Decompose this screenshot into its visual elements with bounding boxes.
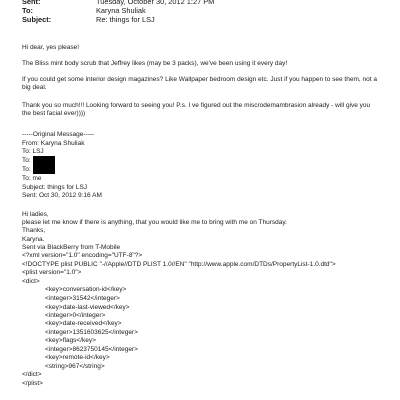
redaction-box <box>33 156 55 165</box>
plist-close-tag: </plist> <box>22 380 43 387</box>
reply-paragraph-1: The Bliss mint body scrub that Jeffrey likes (may be 3 packs), we've been using it every day! <box>22 60 288 67</box>
subject-value: Re: things for LSJ <box>96 15 155 24</box>
subject-label: Subject: <box>22 15 52 24</box>
original-sent: Sent: Oct 30, 2012 9:16 AM <box>22 192 102 199</box>
original-body-3: Thanks, <box>22 227 46 234</box>
plist-entry: <key>date-last-viewed</key> <box>45 304 130 311</box>
plist-dict-close: </dict> <box>22 371 42 378</box>
plist-entry: <key>conversation-id</key> <box>45 286 127 293</box>
plist-entry: <integer>1351603625</integer> <box>45 329 138 336</box>
reply-paragraph-3: Thank you so much!!! Looking forward to seeing you! P.s. I ve figured out the miscrodemambrasion already - will give you the best facial ever)))) <box>22 102 371 117</box>
plist-entry: <key>flags</key> <box>45 337 96 344</box>
plist-entry: <key>date-received</key> <box>45 320 122 327</box>
to-label: To: <box>22 6 33 15</box>
plist-entry: <integer>0</integer> <box>45 312 106 319</box>
original-subject: Subject: things for LSJ <box>22 184 88 191</box>
original-body-5: Sent via BlackBerry from T-Mobile <box>22 244 121 251</box>
plist-entry: <integer>8623750145</integer> <box>45 346 138 353</box>
original-to-2: To: <box>22 157 31 164</box>
reply-greeting: Hi dear, yes please! <box>22 44 80 51</box>
sent-value: Tuesday, October 30, 2012 1:27 PM <box>96 0 215 6</box>
original-body-4: Karyna. <box>22 236 45 243</box>
original-body-2: please let me know if there is anything, that you would like me to bring with me on Thursday. <box>22 219 287 226</box>
original-body-1: Hi ladies, <box>22 211 49 218</box>
plist-entry: <key>remote-id</key> <box>45 354 110 361</box>
original-divider: -----Original Message----- <box>22 131 95 138</box>
plist-doctype: <!DOCTYPE plist PUBLIC "-//Apple//DTD PLIST 1.0//EN" "http://www.apple.com/DTDs/PropertyList-1.0.dtd"> <box>22 261 336 268</box>
plist-entry: <integer>31542</integer> <box>45 295 120 302</box>
plist-entry: <string>967</string> <box>45 363 105 370</box>
redaction-box <box>33 165 55 174</box>
original-to-4: To: me <box>22 175 42 182</box>
sent-label: Sent: <box>22 0 41 6</box>
plist-xml-declaration: <?xml version="1.0" encoding="UTF-8"?> <box>22 252 143 259</box>
plist-dict-open: <dict> <box>22 278 40 285</box>
to-value: Karyna Shuliak <box>96 6 146 15</box>
original-from: From: Karyna Shuliak <box>22 140 85 147</box>
original-to-3: To: <box>22 166 31 173</box>
plist-open-tag: <plist version="1.0"> <box>22 269 82 276</box>
reply-paragraph-2: If you could get some interior design magazines? Like Wallpaper bedroom design etc. Just if you happen to see them, not a big deal. <box>22 76 377 91</box>
original-to-1: To: LSJ <box>22 148 44 155</box>
